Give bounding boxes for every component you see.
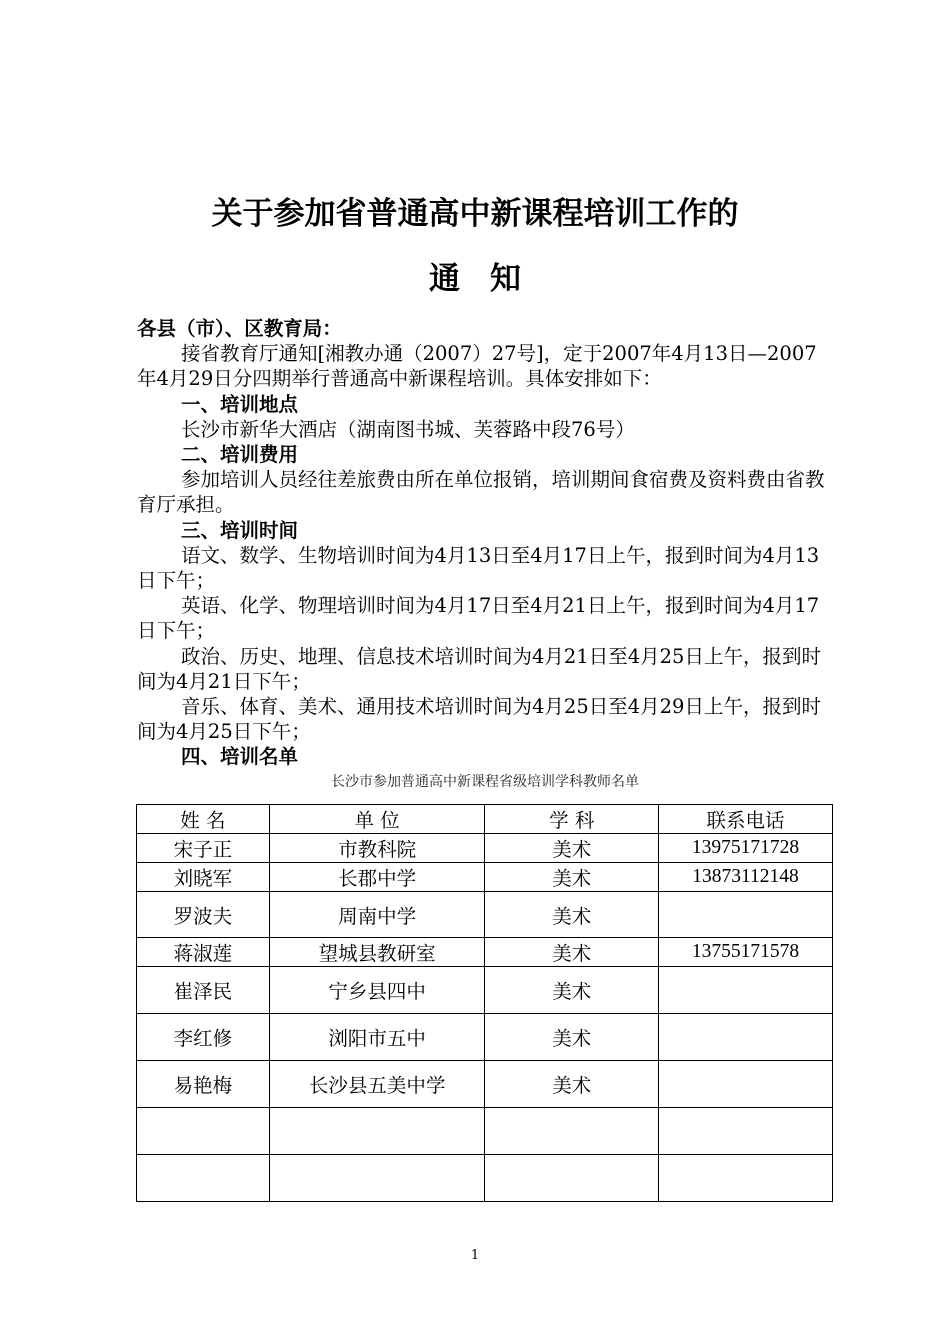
salutation: 各县（市）、区教育局： <box>137 317 342 340</box>
cell-phone <box>659 1155 833 1202</box>
cell-phone <box>659 1014 833 1061</box>
schedule-item: 政治、历史、地理、信息技术培训时间为4月21日至4月25日上午，报到时间为4月21日下午； <box>137 644 821 693</box>
section-2-heading: 二、培训费用 <box>181 443 299 467</box>
document-body <box>137 316 833 770</box>
header-subject: 学 科 <box>485 805 659 834</box>
cell-phone <box>659 1061 833 1108</box>
cell-subject: 美术 <box>485 967 659 1014</box>
cell-subject: 美术 <box>485 938 659 967</box>
cell-unit: 浏阳市五中 <box>269 1014 485 1061</box>
cell-unit <box>269 1108 485 1155</box>
cell-subject: 美术 <box>485 834 659 863</box>
cell-unit: 长郡中学 <box>269 863 485 892</box>
section-1-text: 长沙市新华大酒店（湖南图书城、芙蓉路中段76号） <box>181 417 635 441</box>
document-title: 关于参加省普通高中新课程培训工作的 <box>211 196 739 232</box>
cell-name: 李红修 <box>137 1014 270 1061</box>
cell-unit: 市教科院 <box>269 834 485 863</box>
cell-subject <box>485 1108 659 1155</box>
cell-subject: 美术 <box>485 1014 659 1061</box>
cell-name: 蒋淑莲 <box>137 938 270 967</box>
cell-name <box>137 1155 270 1202</box>
cell-subject: 美术 <box>485 863 659 892</box>
table-row <box>137 892 833 938</box>
table-row <box>137 1108 833 1155</box>
cell-phone: 13873112148 <box>659 863 833 892</box>
cell-unit: 长沙县五美中学 <box>269 1061 485 1108</box>
section-3-heading: 三、培训时间 <box>181 518 299 542</box>
header-phone: 联系电话 <box>659 805 833 834</box>
cell-phone <box>659 892 833 938</box>
teacher-roster-table <box>136 804 833 1202</box>
section-2-text: 参加培训人员经往差旅费由所在单位报销，培训期间食宿费及资料费由省教育厅承担。 <box>137 468 825 517</box>
cell-name <box>137 1108 270 1155</box>
section-4-heading: 四、培训名单 <box>181 745 299 769</box>
header-name: 姓 名 <box>137 805 270 834</box>
page-number: 1 <box>470 1248 480 1263</box>
table-row <box>137 1061 833 1108</box>
schedule-item: 英语、化学、物理培训时间为4月17日至4月21日上午，报到时间为4月17日下午； <box>137 594 820 643</box>
intro-paragraph: 接省教育厅通知[湘教办通（2007）27号]，定于2007年4月13日—2007年4月29日分四期举行普通高中新课程培训。具体安排如下： <box>137 342 817 391</box>
cell-unit: 宁乡县四中 <box>269 967 485 1014</box>
table-row <box>137 834 833 863</box>
table-header-row <box>137 805 833 834</box>
cell-name: 刘晓军 <box>137 863 270 892</box>
cell-name: 易艳梅 <box>137 1061 270 1108</box>
cell-phone <box>659 1108 833 1155</box>
cell-subject: 美术 <box>485 1061 659 1108</box>
cell-unit: 望城县教研室 <box>269 938 485 967</box>
cell-phone: 13975171728 <box>659 834 833 863</box>
cell-phone: 13755171578 <box>659 938 833 967</box>
cell-name: 罗波夫 <box>137 892 270 938</box>
table-row <box>137 863 833 892</box>
cell-name: 宋子正 <box>137 834 270 863</box>
header-unit: 单 位 <box>269 805 485 834</box>
cell-name: 崔泽民 <box>137 967 270 1014</box>
table-row <box>137 1155 833 1202</box>
schedule-item: 音乐、体育、美术、通用技术培训时间为4月25日至4月29日上午，报到时间为4月25日下午； <box>137 695 821 744</box>
table-row <box>137 1014 833 1061</box>
document-subtitle: 通知 <box>429 261 551 297</box>
table-row <box>137 967 833 1014</box>
cell-subject: 美术 <box>485 892 659 938</box>
table-caption: 长沙市参加普通高中新课程省级培训学科教师名单 <box>331 774 639 790</box>
cell-subject <box>485 1155 659 1202</box>
cell-unit <box>269 1155 485 1202</box>
table-row <box>137 938 833 967</box>
cell-phone <box>659 967 833 1014</box>
schedule-item: 语文、数学、生物培训时间为4月13日至4月17日上午，报到时间为4月13日下午； <box>137 543 820 593</box>
section-1-heading: 一、培训地点 <box>181 392 299 416</box>
cell-unit: 周南中学 <box>269 892 485 938</box>
